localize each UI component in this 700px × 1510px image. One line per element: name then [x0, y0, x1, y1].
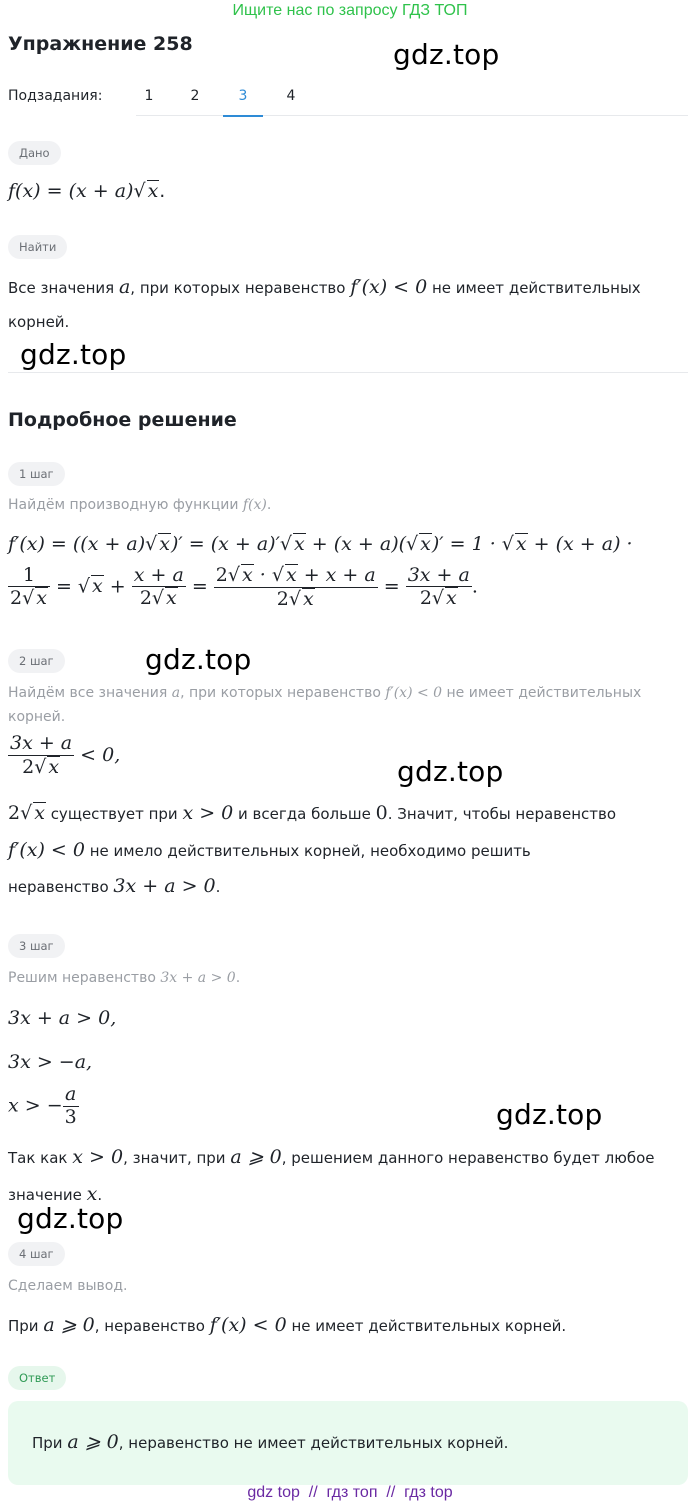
step3-line2: 3x > −a,	[8, 1051, 93, 1073]
digit: 2	[22, 755, 35, 778]
digit: 2	[139, 587, 152, 610]
step3-description	[8, 970, 240, 986]
math: a ⩾ 0	[43, 1314, 95, 1336]
math: x > 0	[72, 1146, 124, 1168]
given-label: Дано	[8, 141, 61, 165]
answer-label: Ответ	[8, 1366, 66, 1390]
var-a: a	[118, 276, 131, 298]
text: не имеет действительных	[427, 279, 641, 297]
sqrt-arg: x	[446, 587, 457, 610]
sqrt-arg: x	[48, 755, 60, 778]
fraction	[8, 733, 74, 779]
step1-label: 1 шаг	[8, 462, 65, 486]
find-text-line2: корней.	[8, 313, 70, 331]
text: , решением данного неравенство будет любое	[281, 1149, 655, 1167]
text: Решим неравенство	[8, 970, 161, 986]
watermark: gdz.top	[20, 338, 127, 371]
sqrt-arg: x	[303, 587, 314, 610]
math: a ⩾ 0	[230, 1146, 282, 1168]
tab-2[interactable]: 2	[190, 88, 200, 104]
sqrt-arg: x	[242, 564, 253, 586]
watermark: gdz.top	[393, 38, 500, 71]
watermark: gdz.top	[17, 1202, 124, 1235]
tab-3[interactable]: 3	[223, 86, 263, 116]
eq-part: )′ = 1 ·	[431, 533, 502, 555]
text: .	[97, 1186, 103, 1204]
text: . Значит, чтобы неравенство	[387, 805, 617, 823]
fraction	[214, 564, 378, 611]
eq-sign: =	[377, 575, 406, 598]
sqrt-arg: x	[159, 533, 170, 555]
denominator: 2√ x	[22, 755, 60, 778]
step2-paragraph-line3	[8, 875, 220, 897]
sqrt-arg: x	[420, 533, 431, 555]
tabs-divider	[136, 115, 688, 116]
sqrt-arg: x	[294, 533, 305, 555]
eq-sign: =	[185, 575, 214, 598]
find-text-line1	[8, 276, 641, 298]
dot: .	[471, 575, 478, 598]
math: a ⩾ 0	[67, 1431, 119, 1453]
step1-description	[8, 497, 271, 513]
text: , при которых неравенство	[130, 279, 351, 297]
plus-sign: +	[103, 575, 132, 598]
eq-part: x > −	[8, 1094, 63, 1117]
fraction	[63, 1084, 79, 1129]
formula-part: = (x + a)	[40, 180, 134, 202]
numerator: a	[63, 1084, 79, 1107]
sqrt-arg: x	[285, 564, 297, 586]
text: значение	[8, 1186, 87, 1204]
numerator: 2√ x · √ x + x + a	[215, 564, 376, 586]
numerator: x + a	[133, 563, 184, 586]
text: .	[215, 878, 221, 896]
step4-description: Сделаем вывод.	[8, 1278, 128, 1294]
denominator: 2√ x	[419, 587, 457, 610]
sqrt-arg: x	[36, 587, 47, 610]
step3-label: 3 шаг	[8, 934, 65, 958]
answer-box	[8, 1401, 688, 1485]
text: , неравенство не имеет действительных корней.	[118, 1434, 509, 1452]
digit: 2	[276, 587, 289, 610]
text: При	[32, 1434, 68, 1452]
inequality: f′(x) < 0	[350, 276, 428, 298]
sqrt-arg: x	[166, 587, 177, 610]
step3-paragraph-line2	[8, 1183, 102, 1205]
watermark: gdz.top	[496, 1098, 603, 1131]
sqrt-arg: x	[147, 180, 159, 202]
math: 3x + a > 0	[160, 970, 236, 986]
tab-1[interactable]: 1	[144, 88, 154, 104]
text: + x + a	[297, 564, 376, 586]
solution-title: Подробное решение	[8, 409, 237, 431]
digit: 2	[10, 587, 23, 610]
math: f′(x) < 0	[209, 1314, 287, 1336]
find-label: Найти	[8, 235, 67, 259]
step2-description-line1	[8, 685, 641, 701]
text: Так как	[8, 1149, 73, 1167]
denominator: 2√ x	[10, 587, 47, 610]
subtasks-label: Подзадания:	[8, 88, 103, 104]
step4-label: 4 шаг	[8, 1242, 65, 1266]
step3-line1: 3x + a > 0,	[8, 1007, 117, 1029]
answer-text	[32, 1431, 508, 1453]
text: .	[266, 497, 272, 513]
digit: 2	[8, 802, 21, 824]
numerator: 1	[8, 565, 50, 588]
sqrt-arg: x	[34, 802, 45, 824]
sqrt-arg: x	[515, 533, 527, 555]
numerator: 3x + a	[10, 732, 73, 754]
step2-paragraph-line2	[8, 839, 531, 861]
fraction	[8, 565, 50, 611]
step1-equation-line1: f′(x) = ((x + a)√ x)′ = (x + a)′√ x + (x + a)(√ x)′ = 1 · √ x + (x + a) ·	[8, 533, 633, 555]
eq-part: + (x + a) ·	[527, 533, 633, 555]
given-formula: f(x) = (x + a)√ x.	[8, 180, 166, 202]
math: x	[86, 1183, 98, 1205]
step2-fraction-inequality	[8, 733, 120, 779]
fraction	[406, 565, 472, 611]
text: неравенство	[8, 878, 114, 896]
text: При	[8, 1317, 44, 1335]
eq-part: + (x + a)(	[305, 533, 407, 555]
text: .	[235, 970, 241, 986]
step3-paragraph-line1	[8, 1146, 655, 1168]
step2-paragraph-line1: 2√ x существует при x > 0 и всегда больше 0. Значит, чтобы неравенство	[8, 802, 617, 824]
denominator: 3	[64, 1105, 77, 1128]
divider	[8, 372, 688, 373]
subtask-tabs	[8, 86, 688, 116]
formula-part: .	[159, 180, 166, 202]
sqrt-arg: x	[92, 575, 103, 598]
eq-part: )′ = (x + a)′	[171, 533, 280, 555]
math: x > 0	[182, 802, 234, 824]
math: 0	[375, 802, 388, 824]
page-title: Упражнение 258	[8, 33, 193, 55]
search-banner: Ищите нас по запросу ГДЗ ТОП	[232, 2, 468, 19]
step3-line3	[8, 1084, 79, 1129]
math: f′(x) < 0	[8, 839, 85, 861]
eq-part: f′(x) = ((x + a)	[8, 533, 146, 555]
tab-4[interactable]: 4	[286, 88, 296, 104]
watermark: gdz.top	[145, 643, 252, 676]
text: и всегда больше	[233, 805, 376, 823]
watermark: gdz.top	[397, 755, 504, 788]
formula-part: f(x)	[8, 180, 41, 202]
text: , при которых неравенство	[180, 685, 386, 701]
text: , неравенство	[94, 1317, 210, 1335]
eq-part: < 0,	[74, 743, 121, 766]
math: 3x + a > 0	[113, 875, 216, 897]
step1-equation-line2: $\frac{1}{2√ x}$ = √ x + $\frac{x + a}{2√ x}$ = $\frac{2√ x \cdot √ x + x + a}{2√ x}$ = $\frac{3x + a}{2√ x}$ .	[10, 563, 478, 610]
math: f′(x) < 0	[385, 685, 443, 701]
text: ·	[253, 564, 272, 586]
text: , значит, при	[123, 1149, 231, 1167]
fraction	[132, 565, 186, 611]
text: не имело действительных корней, необходимо решить	[84, 842, 531, 860]
step2-description-line2: корней.	[8, 709, 66, 725]
text: Найдём производную функции	[8, 497, 243, 513]
numerator: 3x + a	[407, 563, 470, 586]
digit: 2	[215, 564, 228, 586]
text: Найдём все значения	[8, 685, 172, 701]
step4-conclusion	[8, 1314, 566, 1336]
text: Все значения	[8, 279, 119, 297]
text: не имеет действительных корней.	[286, 1317, 567, 1335]
footer-links: gdz top // гдз топ // гдз top	[247, 1484, 453, 1501]
math: a	[171, 685, 181, 701]
denominator: 2√ x	[139, 587, 177, 610]
text: существует при	[45, 805, 183, 823]
math: f(x)	[242, 497, 267, 513]
step2-label: 2 шаг	[8, 649, 65, 673]
digit: 2	[419, 587, 432, 610]
text: не имеет действительных	[442, 685, 642, 701]
denominator: 2√ x	[276, 587, 314, 610]
eq-sign: =	[49, 575, 78, 598]
